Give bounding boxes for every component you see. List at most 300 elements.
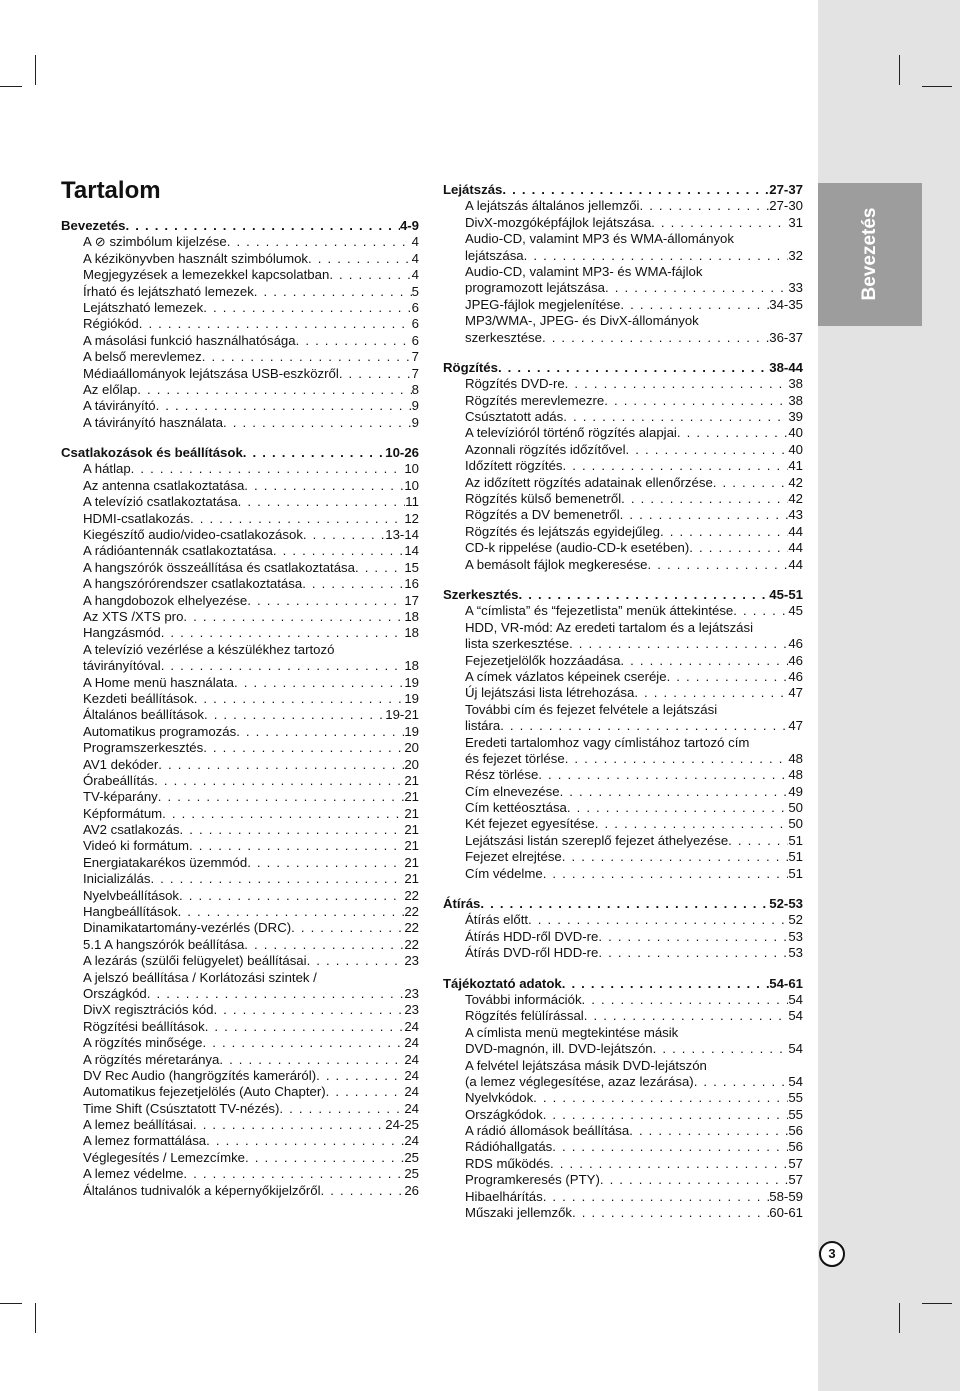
toc-page-number: 46 bbox=[788, 668, 803, 684]
toc-page-number: 14 bbox=[404, 543, 419, 559]
dot-leader bbox=[154, 773, 404, 789]
toc-entry-title: A másolási funkció használhatósága bbox=[83, 332, 296, 348]
toc-entry[interactable] bbox=[61, 576, 419, 592]
toc-entry-title: Átírás HDD-ről DVD-re bbox=[465, 928, 599, 944]
toc-section-heading[interactable] bbox=[443, 182, 803, 198]
toc-entry[interactable] bbox=[443, 929, 803, 945]
toc-entry[interactable] bbox=[61, 822, 419, 838]
toc-page-number: 19 bbox=[404, 690, 419, 706]
toc-entry[interactable] bbox=[443, 1074, 803, 1090]
toc-page-number: 9 bbox=[411, 398, 419, 414]
toc-entry[interactable] bbox=[61, 757, 419, 773]
dot-leader bbox=[139, 316, 412, 332]
toc-entry-title: Lejátszás bbox=[443, 182, 503, 197]
toc-entry[interactable] bbox=[61, 415, 419, 431]
dot-leader bbox=[533, 1090, 788, 1106]
toc-entry[interactable] bbox=[61, 300, 419, 316]
toc-entry[interactable] bbox=[61, 609, 419, 625]
toc-entry[interactable] bbox=[61, 691, 419, 707]
toc-page-number: 12 bbox=[404, 510, 419, 526]
toc-entry[interactable] bbox=[61, 707, 419, 723]
dot-leader bbox=[572, 1205, 769, 1221]
dot-leader bbox=[598, 945, 788, 961]
toc-entry[interactable] bbox=[61, 675, 419, 691]
dot-leader bbox=[244, 478, 404, 494]
toc-entry[interactable] bbox=[443, 376, 803, 392]
toc-entry[interactable] bbox=[61, 251, 419, 267]
toc-entry[interactable] bbox=[61, 543, 419, 559]
toc-entry-title: Országkód bbox=[83, 985, 147, 1001]
toc-entry-title: Órabeállítás bbox=[83, 772, 155, 788]
toc-entry[interactable] bbox=[443, 669, 803, 685]
dot-leader bbox=[247, 855, 404, 871]
toc-entry[interactable] bbox=[61, 1084, 419, 1100]
toc-entry[interactable] bbox=[443, 992, 803, 1008]
toc-entry[interactable] bbox=[443, 458, 803, 474]
dot-leader bbox=[653, 1041, 789, 1057]
dot-leader bbox=[565, 751, 789, 767]
dot-leader bbox=[223, 415, 412, 431]
toc-page-number: 56 bbox=[788, 1123, 803, 1139]
toc-entry[interactable] bbox=[61, 593, 419, 609]
dot-leader bbox=[502, 182, 769, 198]
toc-entry-continued[interactable] bbox=[61, 970, 419, 986]
toc-entry-title: Rögzítés külső bemenetről bbox=[465, 491, 622, 507]
dot-leader bbox=[161, 658, 405, 674]
dot-leader bbox=[308, 251, 412, 267]
toc-entry-continued[interactable] bbox=[443, 735, 803, 751]
toc-page-number: 44 bbox=[788, 556, 803, 572]
toc-entry-title: Kiegészítő audio/video-csatlakozások bbox=[83, 527, 303, 543]
toc-entry[interactable] bbox=[61, 1117, 419, 1133]
crop-mark bbox=[899, 1303, 900, 1333]
toc-entry-title: Átírás bbox=[443, 896, 481, 912]
toc-page-number: 45-51 bbox=[769, 586, 803, 602]
toc-entry[interactable] bbox=[61, 1019, 419, 1035]
toc-entry[interactable] bbox=[443, 1107, 803, 1123]
toc-entry[interactable] bbox=[61, 904, 419, 920]
dot-leader bbox=[728, 833, 788, 849]
dot-leader bbox=[205, 1019, 405, 1035]
toc-entry-continued[interactable] bbox=[443, 1025, 803, 1041]
dot-leader bbox=[158, 789, 405, 805]
toc-entry-title: lista szerkesztése bbox=[465, 636, 570, 652]
toc-entry-title: Nyelvbeállítások bbox=[83, 887, 180, 903]
toc-entry-title: Rögzítés felülírással bbox=[465, 1008, 584, 1024]
dot-leader bbox=[600, 1172, 788, 1188]
toc-page-number: 47 bbox=[788, 685, 803, 701]
dot-leader bbox=[543, 1107, 789, 1123]
dot-leader bbox=[243, 445, 385, 461]
toc-entry[interactable] bbox=[443, 393, 803, 409]
toc-page-number: 19 bbox=[404, 723, 419, 739]
toc-entry-title: Nyelvkódok bbox=[465, 1090, 534, 1106]
toc-section-heading[interactable] bbox=[443, 360, 803, 376]
toc-entry[interactable] bbox=[443, 507, 803, 523]
toc-entry-title: További cím és fejezet felvétele a lejátszási bbox=[465, 701, 718, 717]
toc-entry[interactable] bbox=[61, 333, 419, 349]
dot-leader bbox=[203, 740, 404, 756]
dot-leader bbox=[605, 280, 788, 296]
toc-page-number: 45 bbox=[788, 603, 803, 619]
toc-entry[interactable] bbox=[61, 527, 419, 543]
toc-page-number: 23 bbox=[404, 1002, 419, 1018]
toc-page-number: 21 bbox=[404, 854, 419, 870]
dot-leader bbox=[321, 1183, 405, 1199]
toc-entry[interactable] bbox=[61, 986, 419, 1002]
dot-leader bbox=[562, 976, 770, 992]
toc-page-number: 42 bbox=[788, 474, 803, 490]
toc-entry-title: Rögzítési beállítások bbox=[83, 1018, 205, 1034]
toc-entry[interactable] bbox=[443, 800, 803, 816]
toc-entry-title: Két fejezet egyesítése bbox=[465, 816, 595, 832]
toc-entry[interactable] bbox=[61, 773, 419, 789]
toc-entry-title: A távirányító használata bbox=[83, 414, 224, 430]
toc-entry[interactable] bbox=[61, 560, 419, 576]
toc-entry[interactable] bbox=[443, 330, 803, 346]
toc-entry[interactable] bbox=[61, 920, 419, 936]
toc-page-number: 33 bbox=[788, 280, 803, 296]
toc-entry[interactable] bbox=[443, 816, 803, 832]
toc-entry[interactable] bbox=[443, 767, 803, 783]
toc-entry[interactable] bbox=[443, 557, 803, 573]
toc-entry-title: TV-képarány bbox=[83, 789, 158, 805]
dot-leader bbox=[131, 461, 405, 477]
toc-page-number: 54 bbox=[788, 1041, 803, 1057]
toc-entry[interactable] bbox=[443, 718, 803, 734]
dot-leader bbox=[620, 297, 769, 313]
dot-leader bbox=[500, 718, 788, 734]
toc-entry[interactable] bbox=[61, 494, 419, 510]
toc-entry[interactable] bbox=[443, 425, 803, 441]
dot-leader bbox=[183, 1166, 404, 1182]
toc-entry-title: Hangzásmód bbox=[83, 625, 161, 641]
toc-right-column bbox=[443, 182, 803, 1221]
toc-entry-continued[interactable] bbox=[61, 642, 419, 658]
toc-entry[interactable] bbox=[443, 603, 803, 619]
dot-leader bbox=[542, 330, 769, 346]
toc-entry[interactable] bbox=[61, 1068, 419, 1084]
toc-entry[interactable] bbox=[61, 888, 419, 904]
toc-entry-title: Programkeresés (PTY) bbox=[465, 1172, 600, 1188]
toc-entry-title: AV2 csatlakozás bbox=[83, 822, 180, 838]
toc-entry[interactable] bbox=[443, 1090, 803, 1106]
toc-section-heading[interactable] bbox=[443, 896, 803, 912]
toc-entry-continued[interactable] bbox=[443, 1058, 803, 1074]
toc-page-number: 36-37 bbox=[769, 329, 803, 345]
toc-entry[interactable] bbox=[61, 740, 419, 756]
toc-page-number: 55 bbox=[788, 1106, 803, 1122]
toc-entry[interactable] bbox=[61, 838, 419, 854]
dot-leader bbox=[245, 1150, 404, 1166]
toc-entry[interactable] bbox=[61, 1166, 419, 1182]
toc-entry-title: Kezdeti beállítások bbox=[83, 690, 194, 706]
toc-page-number: 21 bbox=[404, 805, 419, 821]
toc-entry[interactable] bbox=[443, 198, 803, 214]
toc-entry[interactable] bbox=[443, 524, 803, 540]
toc-page-number: 21 bbox=[404, 871, 419, 887]
toc-entry-title: A bemásolt fájlok megkeresése bbox=[465, 556, 648, 572]
toc-entry-title: A belső merevlemez bbox=[83, 349, 202, 365]
toc-entry-title: A lemez beállításai bbox=[83, 1117, 193, 1133]
toc-page-number: 52-53 bbox=[769, 896, 803, 912]
toc-entry-title: Bevezetés bbox=[61, 218, 126, 233]
toc-entry-title: A hangszórók összeállítása és csatlakoztatása bbox=[83, 559, 355, 575]
toc-entry[interactable] bbox=[61, 511, 419, 527]
toc-entry-title: A rádió állomások beállítása bbox=[465, 1123, 630, 1139]
toc-entry-continued[interactable] bbox=[443, 264, 803, 280]
toc-entry[interactable] bbox=[443, 849, 803, 865]
toc-entry[interactable] bbox=[443, 636, 803, 652]
toc-page-number: 24 bbox=[404, 1018, 419, 1034]
toc-entry[interactable] bbox=[61, 316, 419, 332]
toc-entry[interactable] bbox=[61, 855, 419, 871]
page-number: 3 bbox=[819, 1241, 845, 1267]
dot-leader bbox=[550, 1156, 788, 1172]
toc-page-number: 54 bbox=[788, 1008, 803, 1024]
toc-section-heading[interactable] bbox=[61, 445, 419, 461]
toc-entry[interactable] bbox=[61, 366, 419, 382]
toc-entry-title: Időzített rögzítés bbox=[465, 458, 563, 474]
toc-entry[interactable] bbox=[61, 724, 419, 740]
dot-leader bbox=[595, 816, 789, 832]
toc-entry-title: Audio-CD, valamint MP3- és WMA-fájlok bbox=[465, 263, 703, 279]
toc-page-number: 18 bbox=[404, 658, 419, 674]
toc-page-number: 43 bbox=[788, 507, 803, 523]
dot-leader bbox=[291, 920, 404, 936]
toc-entry[interactable] bbox=[443, 248, 803, 264]
toc-page-number: 16 bbox=[404, 576, 419, 592]
toc-entry[interactable] bbox=[443, 1156, 803, 1172]
toc-entry-title: DVD-magnón, ill. DVD-lejátszón bbox=[465, 1041, 653, 1057]
toc-entry[interactable] bbox=[61, 461, 419, 477]
toc-entry[interactable] bbox=[443, 1123, 803, 1139]
dot-leader bbox=[307, 953, 405, 969]
toc-page-number: 51 bbox=[788, 865, 803, 881]
toc-entry-title: Cím kettéosztása bbox=[465, 800, 567, 816]
toc-page-number: 24-25 bbox=[385, 1117, 419, 1133]
dot-leader bbox=[156, 398, 412, 414]
dot-leader bbox=[339, 366, 412, 382]
toc-entry[interactable] bbox=[443, 1008, 803, 1024]
toc-page-number: 55 bbox=[788, 1090, 803, 1106]
toc-entry-title: A lemez védelme bbox=[83, 1166, 184, 1182]
toc-entry[interactable] bbox=[61, 234, 419, 250]
toc-page-number: 19-21 bbox=[385, 707, 419, 723]
crop-mark bbox=[0, 1303, 22, 1304]
toc-entry[interactable] bbox=[61, 658, 419, 674]
toc-entry-title: A televízióról történő rögzítés alapjai bbox=[465, 425, 677, 441]
toc-page-number: 38-44 bbox=[769, 359, 803, 375]
toc-entry[interactable] bbox=[61, 1052, 419, 1068]
toc-entry-title: A távirányító bbox=[83, 398, 156, 414]
toc-entry-title: HDD, VR-mód: Az eredeti tartalom és a lejátszási bbox=[465, 619, 754, 635]
dot-leader bbox=[189, 838, 404, 854]
toc-entry-title: Fejezet elrejtése bbox=[465, 849, 562, 865]
dot-leader bbox=[480, 896, 769, 912]
toc-entry-title: A televízió vezérlése a készülékhez tartozó bbox=[83, 641, 335, 657]
toc-page-number: 54 bbox=[788, 1073, 803, 1089]
toc-entry[interactable] bbox=[443, 540, 803, 556]
toc-entry-title: Csúsztatott adás bbox=[465, 409, 564, 425]
toc-page-number: 47 bbox=[788, 718, 803, 734]
toc-entry[interactable] bbox=[61, 267, 419, 283]
toc-entry[interactable] bbox=[61, 1133, 419, 1149]
toc-entry-title: Rögzítés a DV bemenetről bbox=[465, 507, 620, 523]
toc-page-number: 54-61 bbox=[769, 975, 803, 991]
toc-entry-title: Automatikus fejezetjelölés (Auto Chapter) bbox=[83, 1084, 326, 1100]
toc-entry-title: DivX-mozgóképfájlok lejátszása bbox=[465, 214, 652, 230]
toc-page-number: 11 bbox=[405, 494, 419, 510]
toc-section-heading[interactable] bbox=[443, 976, 803, 992]
toc-entry-title: RDS működés bbox=[465, 1155, 551, 1171]
toc-entry-title: Hangbeállítások bbox=[83, 904, 178, 920]
toc-page-number: 21 bbox=[404, 772, 419, 788]
toc-entry[interactable] bbox=[61, 382, 419, 398]
toc-page-number: 53 bbox=[788, 945, 803, 961]
toc-page-number: 24 bbox=[404, 1035, 419, 1051]
toc-entry[interactable] bbox=[61, 1101, 419, 1117]
toc-entry-title: A kézikönyvben használt szimbólumok bbox=[83, 250, 309, 266]
dot-leader bbox=[194, 691, 405, 707]
toc-page-number: 40 bbox=[788, 425, 803, 441]
dot-leader bbox=[150, 871, 404, 887]
toc-entry[interactable] bbox=[61, 398, 419, 414]
dot-leader bbox=[158, 757, 404, 773]
dot-leader bbox=[629, 1123, 788, 1139]
toc-entry[interactable] bbox=[443, 215, 803, 231]
toc-entry-title: Átírás DVD-ről HDD-re bbox=[465, 945, 599, 961]
toc-entry[interactable] bbox=[443, 1172, 803, 1188]
toc-entry-continued[interactable] bbox=[443, 313, 803, 329]
toc-entry[interactable] bbox=[443, 1189, 803, 1205]
toc-entry-title: Azonnali rögzítés időzítővel bbox=[465, 441, 626, 457]
toc-entry-title: listára bbox=[465, 718, 501, 734]
dot-leader bbox=[569, 636, 788, 652]
crop-mark bbox=[35, 55, 36, 85]
toc-entry[interactable] bbox=[443, 833, 803, 849]
toc-page-number: 6 bbox=[411, 332, 419, 348]
toc-entry[interactable] bbox=[61, 953, 419, 969]
toc-entry-title: A ⊘ szimbólum kijelzése bbox=[83, 234, 227, 250]
toc-entry[interactable] bbox=[443, 945, 803, 961]
toc-entry-title: Médiaállományok lejátszása USB-eszközről bbox=[83, 365, 339, 381]
toc-entry-title: (a lemez véglegesítése, azaz lezárása) bbox=[465, 1073, 694, 1089]
toc-entry[interactable] bbox=[443, 866, 803, 882]
toc-page-number: 6 bbox=[411, 316, 419, 332]
toc-entry-continued[interactable] bbox=[443, 702, 803, 718]
toc-entry-title: A rögzítés minősége bbox=[83, 1035, 203, 1051]
toc-entry[interactable] bbox=[443, 442, 803, 458]
crop-mark bbox=[899, 55, 900, 85]
toc-entry-title: Time Shift (Csúsztatott TV-nézés) bbox=[83, 1100, 280, 1116]
toc-entry-title: A címlista menü megtekintése másik bbox=[465, 1024, 679, 1040]
dot-leader bbox=[598, 929, 788, 945]
toc-entry[interactable] bbox=[443, 280, 803, 296]
toc-entry-title: Az időzített rögzítés adatainak ellenőrzése bbox=[465, 474, 713, 490]
toc-entry[interactable] bbox=[443, 685, 803, 701]
dot-leader bbox=[326, 1084, 405, 1100]
toc-entry[interactable] bbox=[61, 1035, 419, 1051]
toc-entry-title: A hátlap bbox=[83, 461, 131, 477]
toc-entry[interactable] bbox=[443, 1041, 803, 1057]
toc-entry-title: Szerkesztés bbox=[443, 586, 519, 602]
toc-entry[interactable] bbox=[61, 625, 419, 641]
dot-leader bbox=[180, 822, 405, 838]
toc-entry-continued[interactable] bbox=[443, 231, 803, 247]
toc-entry-title: Rádióhallgatás bbox=[465, 1139, 553, 1155]
toc-entry-title: Műszaki jellemzők bbox=[465, 1205, 572, 1221]
toc-entry[interactable] bbox=[443, 1205, 803, 1221]
toc-entry[interactable] bbox=[61, 1150, 419, 1166]
toc-entry[interactable] bbox=[61, 1183, 419, 1199]
toc-entry-title: Energiatakarékos üzemmód bbox=[83, 854, 248, 870]
toc-entry-title: DivX regisztrációs kód bbox=[83, 1002, 214, 1018]
toc-entry[interactable] bbox=[61, 349, 419, 365]
toc-entry[interactable] bbox=[443, 653, 803, 669]
toc-entry-title: Régiókód bbox=[83, 316, 139, 332]
dot-leader bbox=[147, 986, 405, 1002]
toc-entry[interactable] bbox=[443, 912, 803, 928]
dot-leader bbox=[162, 806, 404, 822]
toc-entry[interactable] bbox=[443, 491, 803, 507]
toc-entry[interactable] bbox=[443, 1139, 803, 1155]
toc-entry[interactable] bbox=[61, 284, 419, 300]
toc-page-number: 10-26 bbox=[385, 445, 419, 461]
toc-section-heading[interactable] bbox=[443, 587, 803, 603]
toc-entry[interactable] bbox=[443, 475, 803, 491]
dot-leader bbox=[219, 1052, 404, 1068]
toc-entry[interactable] bbox=[443, 751, 803, 767]
toc-section-heading[interactable] bbox=[61, 218, 419, 234]
toc-entry-title: Véglegesítés / Lemezcímke bbox=[83, 1149, 245, 1165]
dot-leader bbox=[254, 284, 412, 300]
toc-entry-title: programozott lejátszása bbox=[465, 280, 606, 296]
toc-page-number: 40 bbox=[788, 441, 803, 457]
toc-entry[interactable] bbox=[61, 871, 419, 887]
toc-entry[interactable] bbox=[61, 1002, 419, 1018]
toc-page-number: 52 bbox=[788, 912, 803, 928]
toc-page-number: 7 bbox=[411, 365, 419, 381]
toc-entry[interactable] bbox=[443, 784, 803, 800]
toc-page-number: 20 bbox=[404, 756, 419, 772]
toc-entry-title: JPEG-fájlok megjelenítése bbox=[465, 296, 621, 312]
toc-entry-continued[interactable] bbox=[443, 620, 803, 636]
toc-page-number: 4-9 bbox=[399, 218, 419, 233]
toc-page-number: 51 bbox=[788, 832, 803, 848]
toc-entry[interactable] bbox=[61, 806, 419, 822]
toc-page-number: 21 bbox=[404, 822, 419, 838]
toc-entry-title: A lejátszás általános jellemzői bbox=[465, 198, 640, 214]
toc-entry-title: A címek vázlatos képeinek cseréje bbox=[465, 668, 667, 684]
dot-leader bbox=[329, 267, 411, 283]
toc-entry[interactable] bbox=[61, 478, 419, 494]
toc-entry[interactable] bbox=[443, 409, 803, 425]
toc-entry[interactable] bbox=[61, 937, 419, 953]
dot-leader bbox=[519, 587, 770, 603]
dot-leader bbox=[296, 333, 412, 349]
toc-page-number: 27-30 bbox=[769, 198, 803, 214]
toc-entry-title: Rögzítés bbox=[443, 359, 498, 375]
dot-leader bbox=[161, 625, 405, 641]
toc-entry-title: Dinamikatartomány-vezérlés (DRC) bbox=[83, 920, 292, 936]
toc-page-number: 32 bbox=[788, 247, 803, 263]
toc-entry[interactable] bbox=[443, 297, 803, 313]
dot-leader bbox=[244, 937, 404, 953]
dot-leader bbox=[234, 675, 404, 691]
toc-page-number: 26 bbox=[404, 1182, 419, 1198]
toc-entry[interactable] bbox=[61, 789, 419, 805]
